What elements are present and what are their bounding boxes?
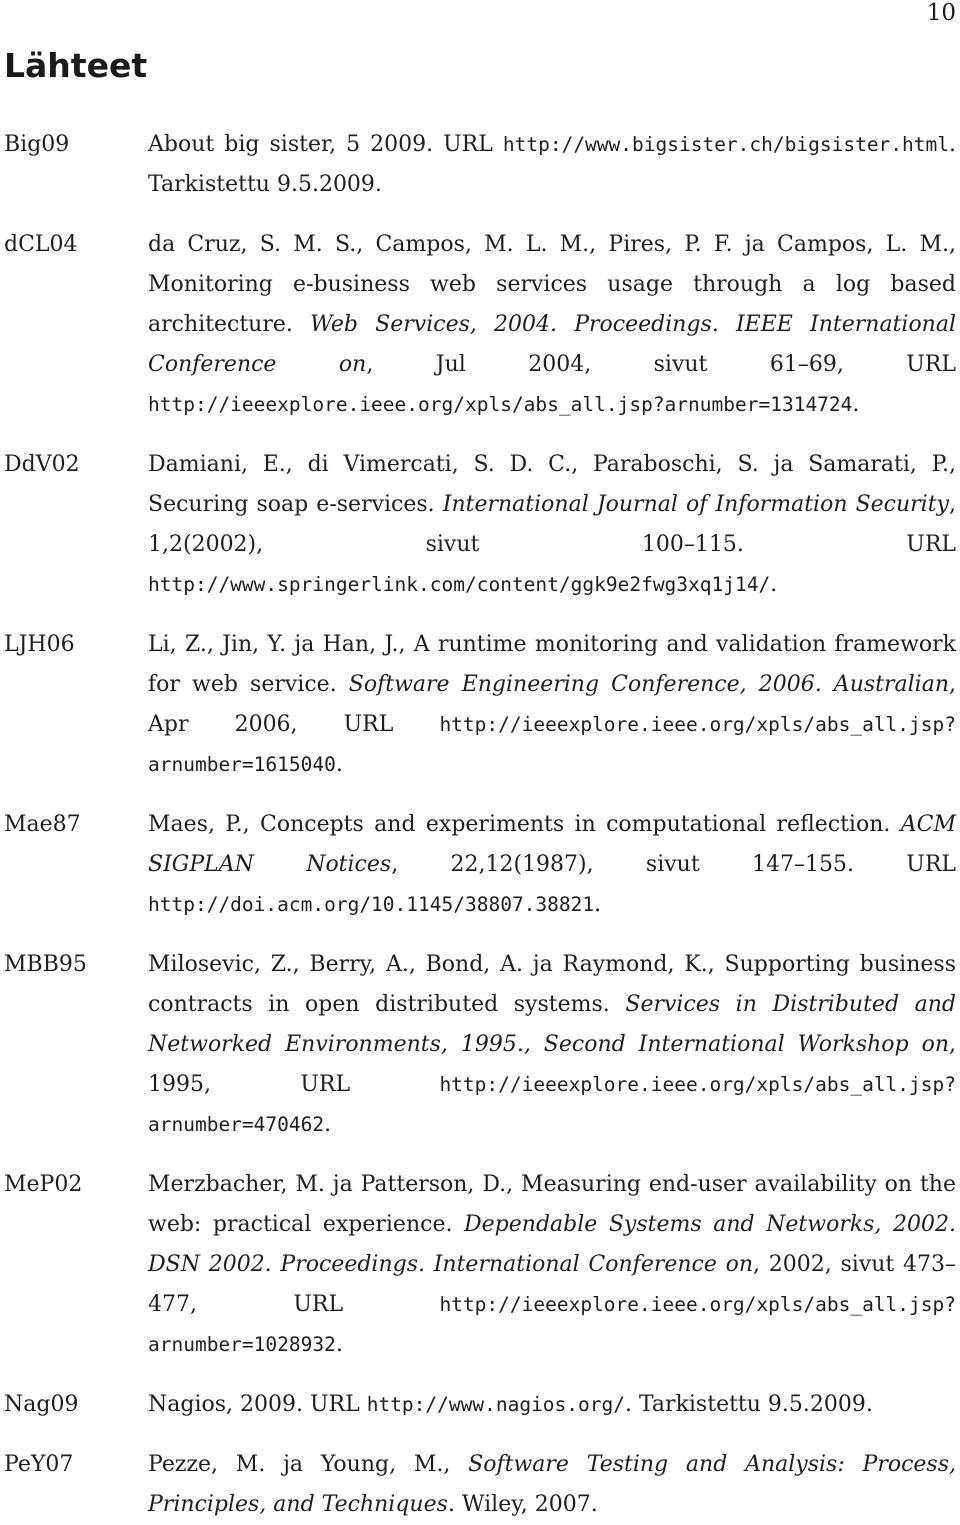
reference-key: LJH06 [4,632,75,657]
reference-text: Damiani, E., di Vimercati, S. D. C., Paraboschi, S. ja Samarati, P., Securing soap e-services. International Journal of Information Security, 1,2(2002), sivut 100–115. URL http://www.springerlink.com/content/ggk9e2fwg3xq1j14/. [148,452,956,597]
reference-venue: ACM SIGPLAN Notices [148,812,956,877]
reference-url-link[interactable]: http://ieeexplore.ieee.org/xpls/abs_all.jsp?arnumber=1615040 [148,713,956,776]
reference-text: Maes, P., Concepts and experiments in computational reflection. ACM SIGPLAN Notices, 22,12(1987), sivut 147–155. URL http://doi.acm.org/10.1145/38807.38821. [148,812,956,917]
reference-url-link[interactable]: http://www.springerlink.com/content/ggk9e2fwg3xq1j14/ [148,573,771,596]
reference-key: MBB95 [4,952,87,977]
reference-text: da Cruz, S. M. S., Campos, M. L. M., Pires, P. F. ja Campos, L. M., Monitoring e-business web services usage through a log based architecture. Web Services, 2004. Proceedings. IEEE International Conference on, Jul 2004, sivut 61–69, URL http://ieeexplore.ieee.org/xpls/abs_all.jsp?arnumber=1314724. [148,232,957,417]
reference-url-link[interactable]: http://www.bigsister.ch/bigsister.html [502,133,949,156]
reference-url-link[interactable]: http://ieeexplore.ieee.org/xpls/abs_all.jsp?arnumber=1028932 [148,1293,956,1356]
reference-key: Big09 [4,132,70,157]
reference-venue: Dependable Systems and Networks, 2002. DSN 2002. Proceedings. International Conference on [148,1212,956,1277]
reference-venue: Web Services, 2004. Proceedings. IEEE International Conference on [148,312,957,377]
reference-key: MeP02 [4,1172,83,1197]
reference-venue: Software Testing and Analysis: Process, Principles, and Techniques [148,1452,956,1517]
reference-venue: Services in Distributed and Networked Environments, 1995., Second International Workshop on [148,992,956,1057]
reference-url-link[interactable]: http://ieeexplore.ieee.org/xpls/abs_all.jsp?arnumber=1314724 [148,393,853,416]
reference-key: DdV02 [4,452,80,477]
section-heading: Lähteet [4,46,148,85]
reference-venue: Software Engineering Conference, 2006. Australian [348,672,949,697]
reference-key: dCL04 [4,232,78,257]
reference-venue: International Journal of Information Security [442,492,949,517]
page-number: 10 [926,0,956,26]
reference-text: Pezze, M. ja Young, M., Software Testing and Analysis: Process, Principles, and Techniques. Wiley, 2007. [148,1452,956,1517]
reference-key: PeY07 [4,1452,74,1477]
reference-text: Milosevic, Z., Berry, A., Bond, A. ja Raymond, K., Supporting business contracts in open distributed systems. Services in Distributed and Networked Environments, 1995., Second International Workshop on, 1995, URL http://ieeexplore.ieee.org/xpls/abs_all.jsp?arnumber=470462. [148,952,956,1137]
reference-url-link[interactable]: http://www.nagios.org/ [366,1393,625,1416]
reference-key: Nag09 [4,1392,79,1417]
reference-text: Merzbacher, M. ja Patterson, D., Measuring end-user availability on the web: practical experience. Dependable Systems and Networks, 2002. DSN 2002. Proceedings. International Conference on, 2002, sivut 473–477, URL http://ieeexplore.ieee.org/xpls/abs_all.jsp?arnumber=1028932. [148,1172,956,1357]
reference-text: Nagios, 2009. URL http://www.nagios.org/. Tarkistettu 9.5.2009. [148,1392,873,1417]
reference-url-link[interactable]: http://ieeexplore.ieee.org/xpls/abs_all.jsp?arnumber=470462 [148,1073,956,1136]
reference-text: About big sister, 5 2009. URL http://www.bigsister.ch/bigsister.html. Tarkistettu 9.5.2009. [148,132,956,197]
reference-url-link[interactable]: http://doi.acm.org/10.1145/38807.38821 [148,893,595,916]
reference-key: Mae87 [4,812,81,837]
reference-text: Li, Z., Jin, Y. ja Han, J., A runtime monitoring and validation framework for web service. Software Engineering Conference, 2006. Australian, Apr 2006, URL http://ieeexplore.ieee.org/xpls/abs_all.jsp?arnumber=1615040. [148,632,956,777]
